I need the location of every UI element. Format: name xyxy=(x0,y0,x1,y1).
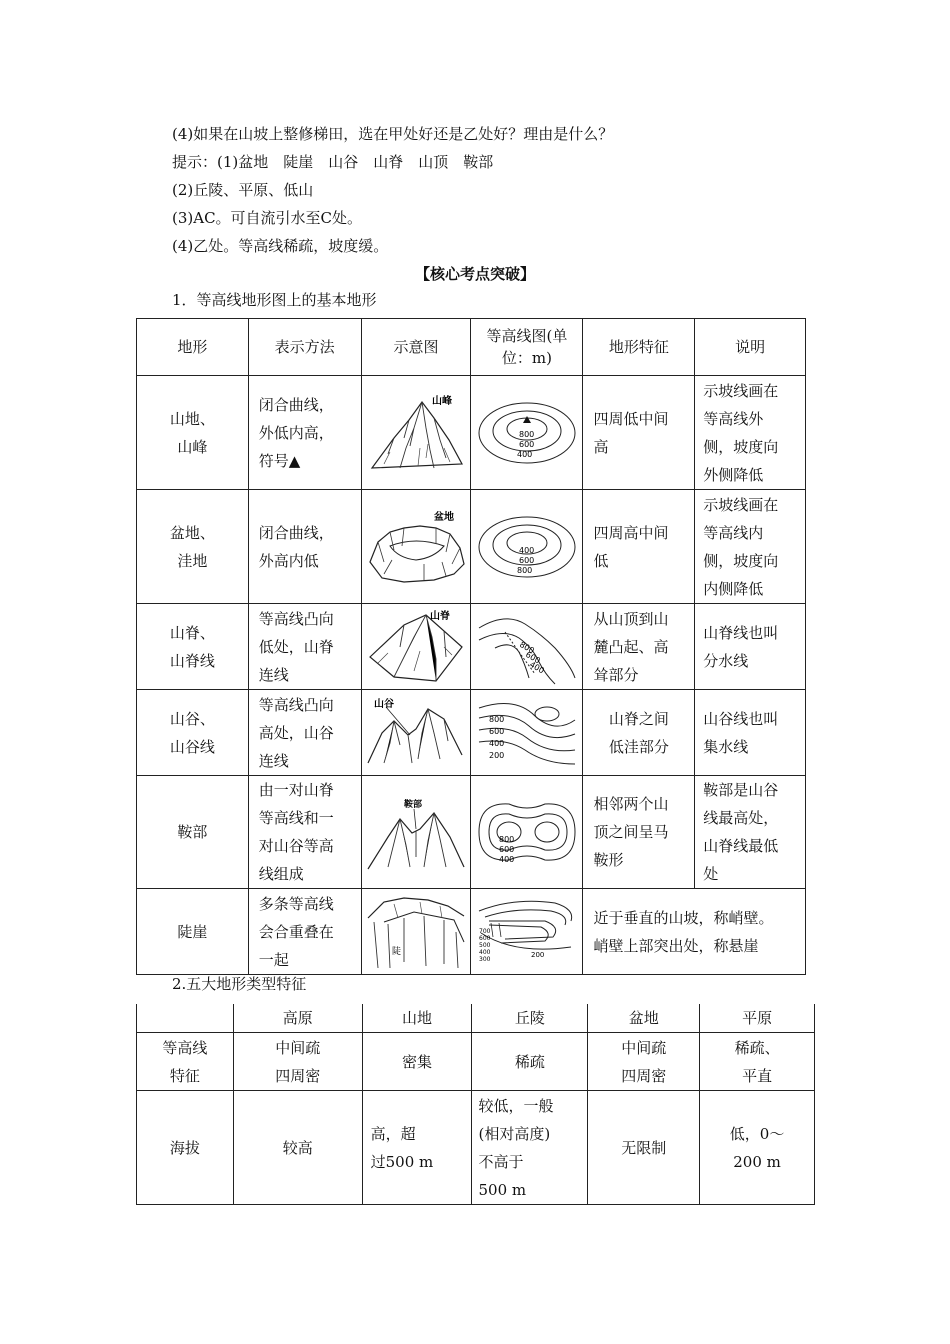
contour-label: 800 xyxy=(488,714,505,724)
header-cell: 盆地 xyxy=(588,1004,700,1033)
terrain-name: 山谷、 xyxy=(169,709,215,728)
cell-text: 500 m xyxy=(478,1180,527,1199)
note-text: 等高线外 xyxy=(703,409,764,428)
header-cell: 说明 xyxy=(695,319,806,376)
table-row xyxy=(137,490,806,604)
ridge-sketch xyxy=(361,604,471,690)
table-row xyxy=(137,376,806,490)
basin-sketch xyxy=(361,490,471,604)
feature-text: 麓凸起、高 xyxy=(593,637,669,656)
contour-label: 200 xyxy=(488,750,505,760)
header-cell: 等高线图(单位：m) xyxy=(471,319,583,376)
feature-text: 从山顶到山 xyxy=(593,609,669,628)
saddle-sketch xyxy=(361,776,471,889)
note-text: 外侧降低 xyxy=(703,465,764,484)
landform-table xyxy=(136,318,806,975)
hint-1: 提示：(1)盆地 陡崖 山谷 山脊 山顶 鞍部 xyxy=(172,153,494,171)
cell-text: 低，0～ xyxy=(729,1124,785,1143)
cell-text: 中间疏 xyxy=(275,1038,321,1057)
method-text: 多条等高线 xyxy=(258,894,334,913)
cliff-sketch xyxy=(361,889,471,975)
contour-label: 400 xyxy=(516,449,533,459)
valley-sketch xyxy=(361,690,471,776)
row-label: 海拔 xyxy=(169,1138,200,1157)
terrain-name: 鞍部 xyxy=(177,823,208,841)
method-text: 会合重叠在 xyxy=(258,922,334,941)
table1-caption: 1．等高线地形图上的基本地形 xyxy=(172,291,377,309)
header-cell: 丘陵 xyxy=(472,1004,588,1033)
feature-text: 四周低中间 xyxy=(593,409,669,428)
method-text: 线组成 xyxy=(258,865,304,883)
cell-text: 平直 xyxy=(742,1066,773,1085)
contour-label: 400 xyxy=(488,738,505,748)
cell-text: 稀疏 xyxy=(514,1052,545,1071)
method-text: 符号▲ xyxy=(258,451,301,470)
method-text: 低处，山脊 xyxy=(258,637,334,656)
method-text: 一起 xyxy=(258,950,289,969)
cliff-contour-map xyxy=(471,889,583,975)
feature-text: 四周高中间 xyxy=(593,523,669,542)
note-text: 内侧降低 xyxy=(703,579,764,598)
sketch-label: 鞍部 xyxy=(403,800,422,810)
note-text: 分水线 xyxy=(703,651,749,670)
method-text: 等高线凸向 xyxy=(258,609,334,628)
feature-text: 低 xyxy=(593,551,609,570)
cell-text: 四周密 xyxy=(275,1066,321,1085)
contour-label: 800 xyxy=(518,429,535,439)
question-4: (4)如果在山坡上整修梯田，选在甲处好还是乙处好？理由是什么？ xyxy=(172,125,614,143)
note-text: 山脊线也叫 xyxy=(703,623,779,642)
contour-label: 800 xyxy=(516,565,533,575)
method-text: 闭合曲线， xyxy=(258,395,334,414)
cell-text: 密集 xyxy=(402,1052,433,1071)
sketch-label: 山谷 xyxy=(373,698,394,710)
terrain-name: 盆地、 xyxy=(169,523,215,542)
note-text: 侧，坡度向 xyxy=(703,437,779,456)
sketch-label: 盆地 xyxy=(433,511,454,523)
section-title: 【核心考点突破】 xyxy=(414,265,535,283)
note-text: 示坡线画在 xyxy=(703,381,779,400)
note-text: 等高线内 xyxy=(703,523,764,542)
landform-type-table xyxy=(136,1004,815,1205)
cell-text: 过500 m xyxy=(370,1152,434,1171)
ridge-contour-map xyxy=(471,604,583,690)
contour-label: 200 xyxy=(530,950,545,959)
cell-text: 稀疏、 xyxy=(734,1038,780,1057)
table-row xyxy=(137,690,806,776)
sketch-label: 山脊 xyxy=(429,610,450,622)
feature-text: 相邻两个山 xyxy=(593,795,669,813)
feature-text: 山脊之间 xyxy=(608,709,669,728)
method-text: 连线 xyxy=(258,665,289,684)
cell-text: 较高 xyxy=(282,1138,313,1157)
header-cell: 山地 xyxy=(362,1004,472,1033)
note-text: 山脊线最低 xyxy=(703,837,779,855)
feature-text: 鞍形 xyxy=(593,851,624,869)
sketch-label: 山峰 xyxy=(431,395,452,407)
valley-contour-map xyxy=(471,690,583,776)
header-cell: 平原 xyxy=(700,1004,815,1033)
cell-text: 200 m xyxy=(733,1152,781,1171)
note-text: 线最高处， xyxy=(703,809,779,827)
method-text: 等高线和一 xyxy=(258,809,334,827)
contour-label: 700 xyxy=(478,927,491,935)
peak-contour-map xyxy=(471,376,583,490)
contour-label: 600 xyxy=(518,555,535,565)
method-text: 对山谷等高 xyxy=(258,837,334,855)
terrain-name: 陡崖 xyxy=(177,922,208,941)
cell-text: 中间疏 xyxy=(621,1038,667,1057)
note-text: 山谷线也叫 xyxy=(703,709,779,728)
terrain-name: 山地、 xyxy=(169,409,215,428)
terrain-name: 山脊、 xyxy=(169,623,215,642)
note-text: 集水线 xyxy=(703,737,749,756)
note-text: 示坡线画在 xyxy=(703,495,779,514)
feature-text: 近于垂直的山坡，称峭壁。 xyxy=(593,908,774,927)
row-label: 特征 xyxy=(169,1066,200,1085)
method-text: 高处，山谷 xyxy=(258,723,334,742)
contour-label: 400 xyxy=(527,659,546,675)
cell-text: (相对高度) xyxy=(478,1124,551,1143)
saddle-contour-map xyxy=(471,776,583,889)
method-text: 由一对山脊 xyxy=(258,781,334,799)
basin-contour-map xyxy=(471,490,583,604)
contour-label: 600 xyxy=(523,649,542,665)
terrain-name: 山谷线 xyxy=(169,737,215,756)
contour-label: 400 xyxy=(518,545,535,555)
table-header-row xyxy=(137,319,806,376)
cell-text: 高，超 xyxy=(370,1124,416,1143)
contour-label: 600 xyxy=(498,845,515,854)
row-label: 等高线 xyxy=(162,1038,208,1057)
feature-text: 耸部分 xyxy=(593,665,639,684)
contour-label: 500 xyxy=(478,941,491,949)
contour-label: 600 xyxy=(518,439,535,449)
cell-text: 无限制 xyxy=(621,1138,667,1157)
contour-label: 400 xyxy=(478,948,491,956)
header-cell: 表示方法 xyxy=(248,319,361,376)
contour-label: 400 xyxy=(498,855,515,864)
terrain-name: 山脊线 xyxy=(169,651,215,670)
method-text: 等高线凸向 xyxy=(258,695,334,714)
table2-caption: 2.五大地形类型特征 xyxy=(172,975,307,993)
header-cell xyxy=(137,1004,234,1033)
cell-text: 四周密 xyxy=(621,1066,667,1085)
header-cell: 示意图 xyxy=(361,319,471,376)
contour-label: 600 xyxy=(488,726,505,736)
hint-2: (2)丘陵、平原、低山 xyxy=(172,181,314,199)
method-text: 外低内高， xyxy=(258,423,334,442)
table-row xyxy=(137,604,806,690)
method-text: 连线 xyxy=(258,751,289,770)
feature-text: 顶之间呈马 xyxy=(593,823,669,841)
header-cell: 地形 xyxy=(137,319,249,376)
contour-label: 800 xyxy=(498,835,515,844)
header-cell: 高原 xyxy=(233,1004,362,1033)
contour-label: 800 xyxy=(517,639,536,655)
method-text: 外高内低 xyxy=(258,551,319,570)
note-text: 鞍部是山谷 xyxy=(703,781,779,799)
feature-text: 峭壁上部突出处，称悬崖 xyxy=(593,936,759,955)
hint-4: (4)乙处。等高线稀疏，坡度缓。 xyxy=(172,237,389,255)
cell-text: 较低，一般 xyxy=(478,1096,554,1115)
hint-3: (3)AC。可自流引水至C处。 xyxy=(172,209,363,227)
note-text: 侧，坡度向 xyxy=(703,551,779,570)
cell-text: 不高于 xyxy=(478,1152,524,1171)
header-cell: 地形特征 xyxy=(583,319,695,376)
feature-text: 高 xyxy=(593,437,609,456)
sketch-label: 陡 xyxy=(391,946,401,957)
method-text: 闭合曲线， xyxy=(258,523,334,542)
feature-text: 低洼部分 xyxy=(608,737,669,756)
terrain-name: 洼地 xyxy=(177,551,208,570)
note-text: 处 xyxy=(703,865,719,883)
table-header-row xyxy=(137,1004,815,1033)
peak-sketch xyxy=(361,376,471,490)
contour-label: 600 xyxy=(478,934,491,942)
table-row xyxy=(137,1091,815,1205)
table-row xyxy=(137,1033,815,1091)
contour-label: 300 xyxy=(478,955,491,963)
table-row xyxy=(137,889,806,975)
table-row xyxy=(137,776,806,889)
terrain-name: 山峰 xyxy=(177,437,208,456)
